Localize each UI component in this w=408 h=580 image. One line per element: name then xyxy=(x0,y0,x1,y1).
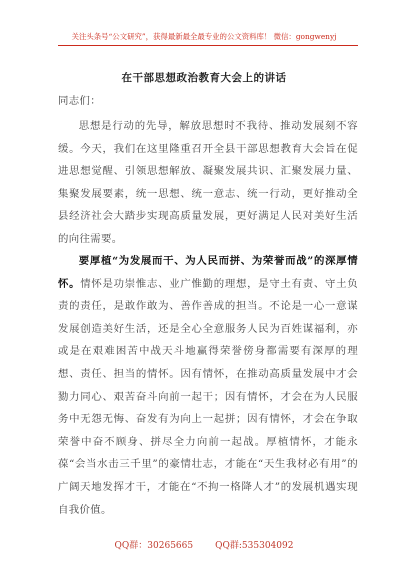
promo-header: 关注头条号“公文研究”，获得最新最全最专业的公文资料库！ 微信：gongwenyj xyxy=(71,32,337,41)
document-title: 在干部思想政治教育大会上的讲话 xyxy=(121,72,287,84)
greeting: 同志们： xyxy=(58,95,101,107)
paragraph-2 xyxy=(58,250,358,521)
header-divider xyxy=(58,45,358,46)
paragraph-2-lead: 要厚植“为发展而干、为人民而拼、为荣誉而战”的深厚情怀。 xyxy=(58,255,358,290)
footer-qq-group-1: QQ群：30265665 xyxy=(114,541,194,551)
paragraph-1: 思想是行动的先导，解放思想时不我待、推动发展刻不容缓。今天，我们在这里隆重召开全县干部思想教育大会旨在促进思想觉醒、引领思想解放、凝聚发展共识、汇聚发展力量、集聚发展要素，统一思想、统一意志、统一行动，更好推动全县经济社会大踏步实现高质量发展，更好满足人民对美好生活的向往需要。 xyxy=(58,120,358,245)
paragraph-2-body: 情怀是功崇惟志、业广惟勤的理想，是守土有责、守土负责的责任，是敢作敢为、善作善成的担当。不论是一心一意谋发展创造美好生活，还是全心全意服务人民为百姓谋福利，亦或是在艰难困苦中战天斗地赢得荣誉傍身都需要有深厚的理想、责任、担当的情怀。因有情怀，在推动高质量发展中才会勠力同心、艰苦奋斗向前一起干；因有情怀，才会在为人民服务中无怨无悔、奋发有为向上一起拼；因有情怀，才会在争取荣誉中奋不顾身、拼尽全力向前一起战。厚植情怀，才能永葆“会当水击三千里”的豪情壮志，才能在“天生我材必有用”的广阔天地发挥才干，才能在“不拘一格降人才”的发展机遇实现自我价值。 xyxy=(58,277,359,516)
footer-contact xyxy=(0,538,408,551)
footer-qq-group-2: QQ群:535304092 xyxy=(215,541,294,551)
